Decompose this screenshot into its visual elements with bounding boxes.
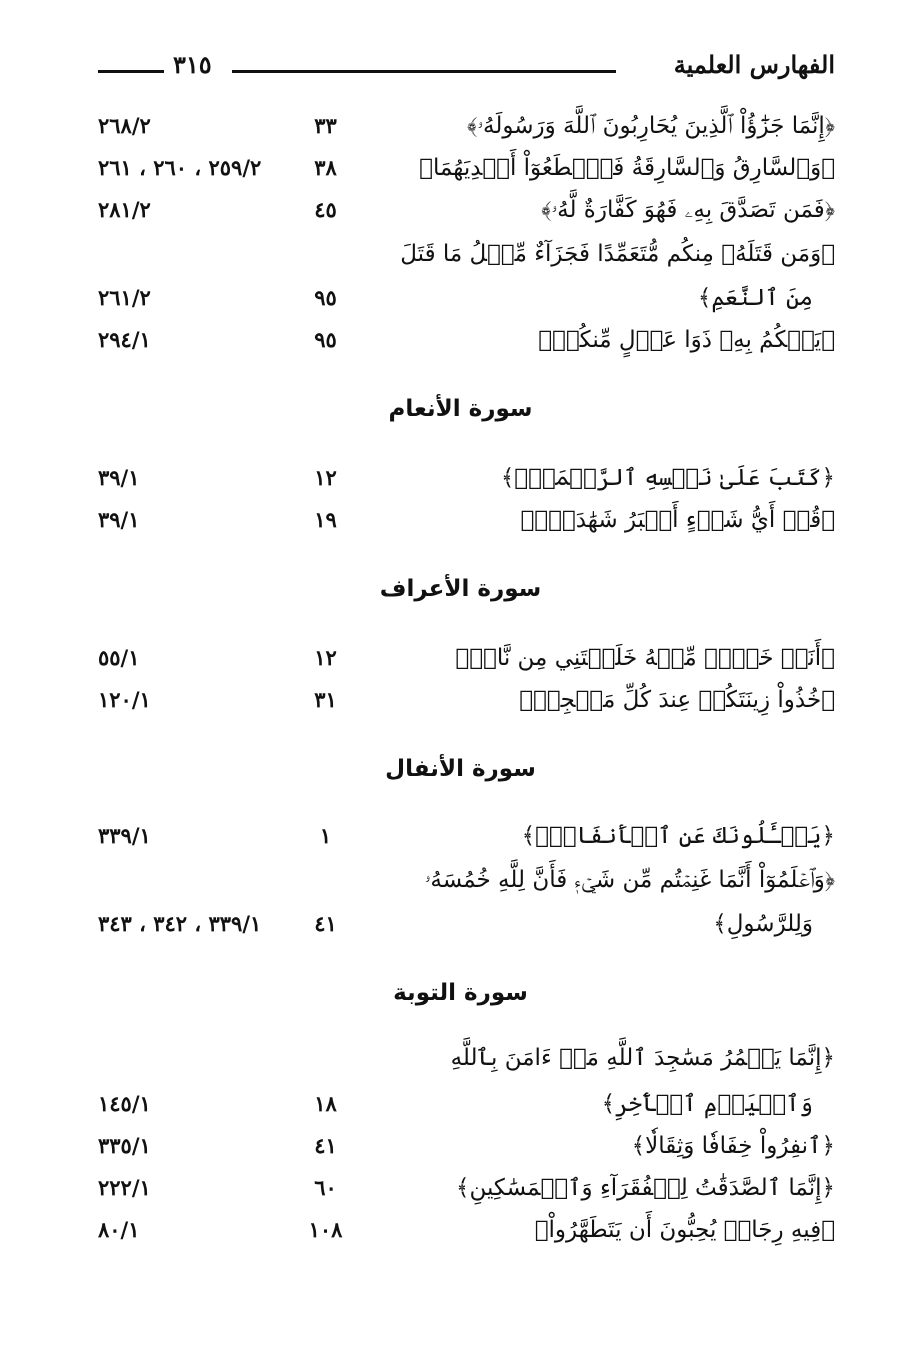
surah-heading: سورة الأنعام	[388, 396, 533, 422]
page-reference: ٣٣٩/١ ، ٣٤٢ ، ٣٤٣	[98, 911, 262, 936]
header-rule-left	[98, 70, 164, 73]
index-entry	[98, 1040, 835, 1076]
verse-text: ﴿ٱنفِرُواْ خِفَافٗا وَثِقَالٗا﴾	[631, 1133, 835, 1159]
verse-number: ٤١	[314, 1133, 337, 1158]
surah-heading: سورة التوبة	[393, 980, 528, 1006]
page-reference: ٢٦٨/٢	[98, 113, 151, 138]
verse-text: ﴿وَمَن قَتَلَهُۥ مِنكُم مُّتَعَمِّدًا فَجَزَآءٌ مِّثۡلُ مَا قَتَلَ	[400, 241, 835, 267]
verse-text: ﴿كَتَبَ عَلَىٰ نَفۡسِهِ ٱلرَّحۡمَةَۚ﴾	[500, 465, 835, 491]
page-reference: ٢٩٤/١	[98, 327, 151, 352]
index-entry	[98, 150, 835, 186]
page-reference: ٢٨١/٢	[98, 197, 151, 222]
verse-number: ١٨	[314, 1091, 337, 1116]
index-entry	[98, 192, 835, 228]
index-entry	[98, 862, 835, 898]
verse-text: ﴿وَٱلسَّارِقُ وَٱلسَّارِقَةُ فَٱقۡطَعُوٓاْ أَيۡدِيَهُمَا﴾	[419, 155, 835, 181]
page-reference: ٨٠/١	[98, 1217, 140, 1242]
verse-text: ﴿فَمَن تَصَدَّقَ بِهِۦ فَهُوَ كَفَّارَةٌ لَّهُۥ﴾	[541, 197, 835, 223]
index-entry	[98, 236, 835, 272]
verse-number: ٦٠	[314, 1175, 337, 1200]
page-reference: ٣٣٩/١	[98, 823, 151, 848]
verse-text: مِنَ ٱلنَّعَمِ﴾	[697, 285, 813, 311]
header-rule-right	[232, 70, 616, 73]
page-reference: ١٤٥/١	[98, 1091, 151, 1116]
verse-text: ﴿إِنَّمَا جَزَٰٓؤُاْ ٱلَّذِينَ يُحَارِبُونَ ٱللَّهَ وَرَسُولَهُۥ﴾	[467, 113, 835, 139]
verse-text: ﴿يَحۡكُمُ بِهِۦ ذَوَا عَدۡلٍ مِّنكُمۡ﴾	[538, 327, 835, 353]
verse-number: ٩٥	[314, 327, 337, 352]
verse-text: ﴿إِنَّمَا يَعۡمُرُ مَسَٰجِدَ ٱللَّهِ مَنۡ ءَامَنَ بِٱللَّهِ	[450, 1045, 835, 1071]
page-reference: ٢٥٩/٢ ، ٢٦٠ ، ٢٦١	[98, 155, 262, 180]
verse-number: ١٢	[314, 465, 337, 490]
page-reference: ١٢٠/١	[98, 687, 151, 712]
page-reference: ٣٩/١	[98, 507, 140, 532]
verse-text: ﴿يَسۡـَٔلُونَكَ عَنِ ٱلۡأَنفَالِۖ﴾	[521, 823, 835, 849]
index-entry	[98, 1212, 835, 1248]
index-entry	[98, 640, 835, 676]
running-title: الفهارس العلمية	[673, 50, 835, 79]
verse-text: ﴿فِيهِ رِجَالٞ يُحِبُّونَ أَن يَتَطَهَّرُواْ﴾	[534, 1217, 835, 1243]
index-entry	[98, 1086, 835, 1122]
index-entry	[98, 682, 835, 718]
verse-number: ٤١	[314, 911, 337, 936]
verse-number: ٣٣	[314, 113, 337, 138]
verse-number: ٣٨	[314, 155, 337, 180]
surah-heading: سورة الأعراف	[379, 576, 542, 602]
verse-text: ﴿وَٱعۡلَمُوٓاْ أَنَّمَا غَنِمۡتُم مِّن شَيۡءٖ فَأَنَّ لِلَّهِ خُمُسَهُۥ	[424, 867, 835, 893]
page-reference: ٣٣٥/١	[98, 1133, 151, 1158]
verse-number: ١	[319, 823, 332, 848]
verse-text: ﴿خُذُواْ زِينَتَكُمۡ عِندَ كُلِّ مَسۡجِدٖ﴾	[519, 687, 835, 713]
verse-text: ﴿إِنَّمَا ٱلصَّدَقَٰتُ لِلۡفُقَرَآءِ وَٱلۡمَسَٰكِينِ﴾	[456, 1175, 835, 1201]
verse-number: ١٠٨	[308, 1217, 343, 1242]
index-entry	[98, 322, 835, 358]
verse-number: ٤٥	[314, 197, 337, 222]
verse-number: ٩٥	[314, 285, 337, 310]
verse-text: وَٱلۡيَوۡمِ ٱلۡأٓخِرِ﴾	[601, 1091, 813, 1117]
page-reference: ٥٥/١	[98, 645, 140, 670]
index-entry	[98, 280, 835, 316]
page-reference: ٣٩/١	[98, 465, 140, 490]
index-entry	[98, 1128, 835, 1164]
surah-heading: سورة الأنفال	[385, 756, 536, 782]
verse-text: ﴿قُلۡ أَيُّ شَيۡءٍ أَكۡبَرُ شَهَٰدَةٗۖ﴾	[520, 507, 835, 533]
index-entry	[98, 460, 835, 496]
verse-number: ١٩	[314, 507, 337, 532]
verse-text: وَلِلرَّسُولِ﴾	[713, 911, 813, 937]
index-entry	[98, 1170, 835, 1206]
verse-text: ﴿أَنَا۠ خَيۡرٞ مِّنۡهُ خَلَقۡتَنِي مِن نَّارٖ﴾	[455, 645, 835, 671]
index-entry	[98, 108, 835, 144]
index-entry	[98, 818, 835, 854]
page-reference: ٢٢٢/١	[98, 1175, 151, 1200]
page-reference: ٢٦١/٢	[98, 285, 151, 310]
verse-number: ١٢	[314, 645, 337, 670]
verse-number: ٣١	[314, 687, 337, 712]
index-entry	[98, 906, 835, 942]
page-number: ٣١٥	[173, 50, 212, 79]
index-entry	[98, 502, 835, 538]
